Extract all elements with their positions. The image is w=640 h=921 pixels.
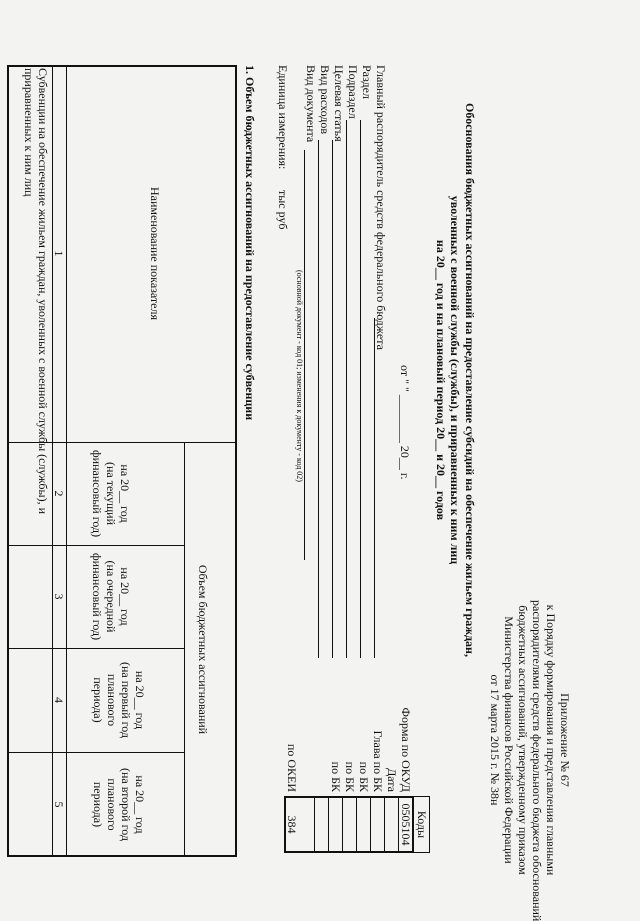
document-title-line1: Обоснования бюджетных ассигнований на предоставление субсидий на обеспечение жильем граждан, [463, 103, 477, 657]
codes-header: Коды [414, 796, 430, 853]
okei-code: 384 [285, 815, 299, 834]
table-row-label-l2: приравненных к ним лиц [22, 68, 36, 197]
document-type-note: (основной документ - код 01; изменения к документу - код 02) [295, 270, 304, 482]
section-label: Раздел [360, 65, 374, 99]
subsection-label: Подраздел [346, 65, 360, 119]
col4-header-l4: периода) [91, 677, 105, 723]
col3-header-l2: (на очередной [104, 560, 118, 633]
bk-label: по БК [357, 761, 371, 792]
unit-label: Единица измерения: [276, 65, 290, 170]
document-title-line2: уволенных с военной службы (службы), и приравненных к ним лиц [448, 195, 462, 565]
col3-header-l3: финансовый год) [90, 552, 104, 641]
group-header: Объем бюджетных ассигнований [196, 564, 210, 735]
col4-header-l1: на 20__ год [133, 670, 147, 730]
okud-code: 0505104 [399, 803, 413, 846]
col-number-3: 3 [52, 593, 66, 600]
okei-label: по ОКЕИ [285, 743, 299, 792]
appendix-line: к Порядку формирования и представления главными [544, 604, 558, 876]
expense-type-label: Вид расходов [318, 65, 332, 134]
main-manager-label: Главный распорядитель средств федерального бюджета [374, 65, 388, 350]
col5-header-l1: на 20__ год [133, 775, 147, 834]
col-number-2: 2 [52, 490, 66, 497]
appendix-date: от 17 марта 2015 г. № 38н [488, 674, 502, 806]
unit-value: тыс руб [276, 190, 290, 230]
col5-header-l2: (на второй год [119, 767, 133, 841]
col-number-5: 5 [52, 801, 66, 808]
appendix-line: распорядителями средств федерального бюджета обоснований [530, 600, 544, 921]
appendix-line: Министерства финансов Российской Федерации [502, 616, 516, 864]
bk-label: по БК [329, 761, 343, 792]
col5-header-l4: периода) [91, 781, 105, 828]
date-line: от " " ________ 20__ г. [398, 365, 412, 480]
document-type-label: Вид документа [304, 65, 318, 143]
col2-header-l2: (на текущий [104, 461, 118, 526]
appendix-number: Приложение № 67 [558, 693, 572, 787]
col3-header-l1: на 20__ год [118, 567, 132, 626]
col-name-header: Наименование показателя [148, 187, 162, 320]
codes-box [284, 796, 414, 853]
document-title-line3: на 20__ год и на плановый период 20__ и 20__ годов [434, 239, 448, 521]
col4-header-l3: планового [105, 673, 119, 727]
chapter-label: Глава по БК [371, 730, 385, 792]
col-number-1: 1 [52, 250, 66, 257]
okud-label: Форма по ОКУД [399, 707, 413, 792]
col2-header-l3: финансовый год) [90, 449, 104, 538]
date-label: Дата [385, 768, 399, 792]
col5-header-l3: планового [105, 778, 119, 831]
col-number-4: 4 [52, 697, 66, 703]
section1-title: 1. Объем бюджетных ассигнований на предоставление субвенции [243, 65, 257, 421]
col4-header-l2: (на первый год [119, 661, 133, 739]
table-row-label-l1: Субвенции на обеспечение жильем граждан, уволенных с военной службы (службы), и [36, 68, 50, 514]
bk-label: по БК [343, 761, 357, 792]
target-article-label: Целевая статья [332, 65, 346, 142]
appendix-line: бюджетных ассигнований, утвержденному приказом [516, 605, 530, 875]
col2-header-l1: на 20__ год [118, 464, 132, 523]
